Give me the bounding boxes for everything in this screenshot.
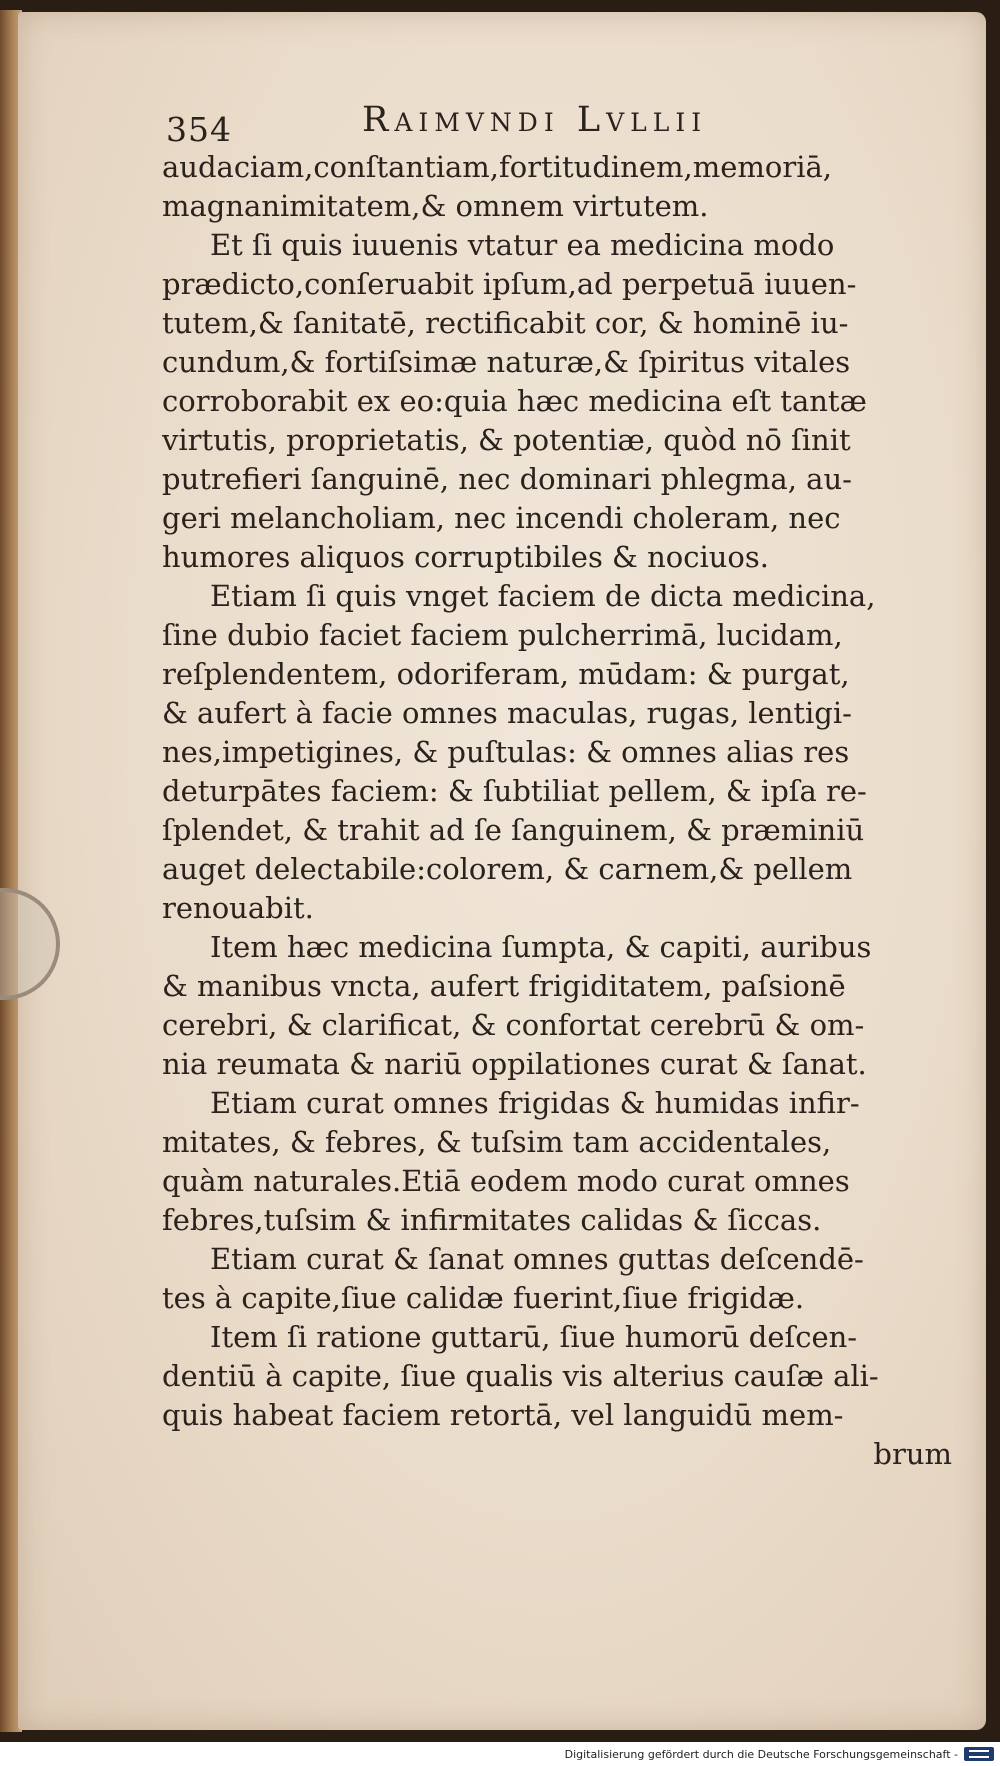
text-line: deturpātes faciem: & ſubtiliat pellem, & ipſa re- [162,774,867,808]
text-line: audaciam,conſtantiam,fortitudinem,memoriā, [162,150,832,184]
text-line: geri melancholiam, nec incendi choleram, nec [162,501,841,535]
text-line: ſplendet, & trahit ad ſe ſanguinem, & præminiū [162,813,865,847]
running-title: Raimvndi Lvllii [362,100,708,140]
text-line: febres,tuſsim & infirmitates calidas & ſiccas. [162,1203,822,1237]
text-line: & aufert à facie omnes maculas, rugas, lentigi- [162,696,852,730]
text-line: Item hæc medicina ſumpta, & capiti, auribus [210,930,872,964]
text-line: Etiam ſi quis vnget faciem de dicta medicina, [210,579,876,613]
text-line: quàm naturales.Etiā eodem modo curat omnes [162,1164,850,1198]
text-line: Et ſi quis iuuenis vtatur ea medicina modo [210,228,835,262]
text-line: quis habeat faciem retortā, vel languidū mem- [162,1398,844,1432]
body-text [162,148,952,1435]
digitization-footer [0,1744,1000,1766]
text-line: Etiam curat & ſanat omnes guttas deſcendē- [210,1242,864,1276]
text-line: tutem,& ſanitatē, rectificabit cor, & hominē iu- [162,306,849,340]
text-line: prædicto,conſeruabit ipſum,ad perpetuā iuuen- [162,267,857,301]
text-line: auget delectabile:colorem, & carnem,& pellem [162,852,853,886]
text-line: Item ſi ratione guttarū, ſiue humorū deſcen- [210,1320,858,1354]
text-line: dentiū à capite, ſiue qualis vis alterius cauſæ ali- [162,1359,879,1393]
funding-note: Digitalisierung gefördert durch die Deutsche Forschungsgemeinschaft - [564,1748,958,1761]
text-line: humores aliquos corruptibiles & nociuos. [162,540,769,574]
text-line: cundum,& fortiſsimæ naturæ,& ſpiritus vitales [162,345,851,379]
text-line: corroborabit ex eo:quia hæc medicina eſt tantæ [162,384,867,418]
dfg-logo-icon [964,1747,994,1761]
text-line: mitates, & febres, & tuſsim tam accidentales, [162,1125,832,1159]
text-line: nes,impetigines, & puſtulas: & omnes alias res [162,735,850,769]
text-line: virtutis, proprietatis, & potentiæ, quòd nō ſinit [162,423,851,457]
text-line: renouabit. [162,891,314,925]
text-line: Etiam curat omnes frigidas & humidas infir- [210,1086,860,1120]
text-line: ſine dubio faciet faciem pulcherrimā, lucidam, [162,618,843,652]
text-line: cerebri, & clarificat, & confortat cerebrū & om- [162,1008,865,1042]
text-line: reſplendentem, odoriferam, mūdam: & purgat, [162,657,850,691]
page-number: 354 [166,110,232,149]
text-line: nia reumata & nariū oppilationes curat & ſanat. [162,1047,867,1081]
running-head [162,92,952,148]
text-line: & manibus vncta, aufert frigiditatem, paſsionē [162,969,846,1003]
page-text [162,92,952,1474]
text-line: magnanimitatem,& omnem virtutem. [162,189,709,223]
catchword: brum [873,1437,952,1471]
text-line: putrefieri ſanguinē, nec dominari phlegma, au- [162,462,852,496]
text-line: tes à capite,ſiue calidæ fuerint,ſiue frigidæ. [162,1281,805,1315]
